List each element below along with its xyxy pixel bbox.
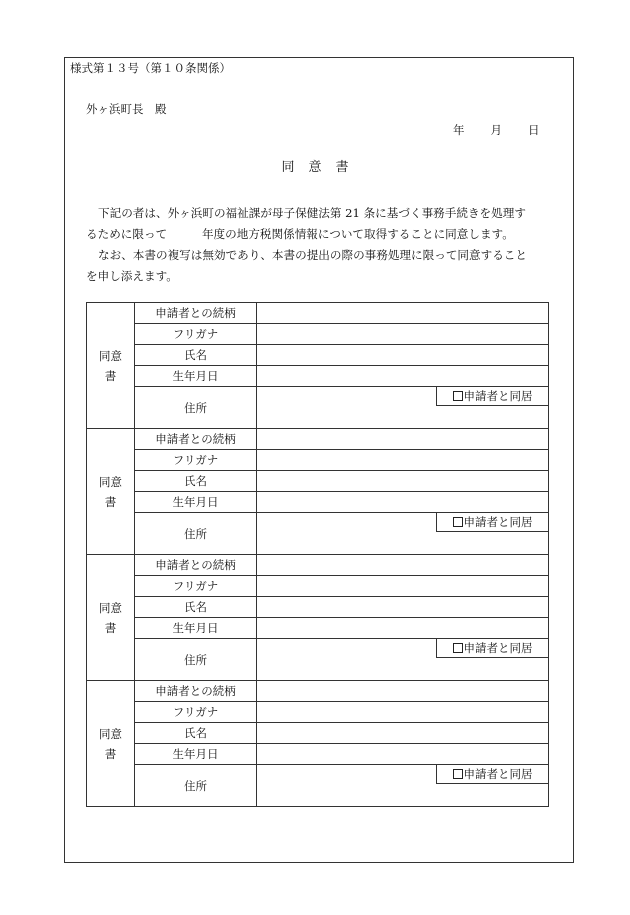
name-field[interactable] [257, 345, 549, 366]
relationship-label: 申請者との続柄 [135, 681, 257, 702]
consent-row-birthdate [87, 744, 549, 765]
cohabit-label: 申請者と同居 [463, 389, 533, 403]
paragraph-line: を申し添えます。 [86, 269, 178, 283]
name-label: 氏名 [135, 723, 257, 744]
birthdate-label: 生年月日 [135, 492, 257, 513]
furigana-label: フリガナ [135, 702, 257, 723]
furigana-field[interactable] [257, 702, 549, 723]
consent-row-birthdate [87, 366, 549, 387]
paragraph-line: なお、本書の複写は無効であり、本書の提出の際の事務処理に限って同意すること [98, 248, 527, 262]
consent-row-relationship [87, 429, 549, 450]
furigana-field[interactable] [257, 450, 549, 471]
address-label: 住所 [135, 765, 257, 807]
group-label-line: 同意 [99, 348, 122, 363]
cohabit-label: 申請者と同居 [463, 767, 533, 781]
consent-table [86, 302, 549, 807]
consent-paragraph [86, 203, 552, 245]
form-number: 様式第１３号（第１０条関係） [70, 61, 231, 75]
addressee: 外ヶ浜町長 殿 [86, 102, 167, 116]
checkbox-icon[interactable] [453, 643, 463, 653]
birthdate-field[interactable] [257, 618, 549, 639]
relationship-field[interactable] [257, 555, 549, 576]
consent-row-furigana [87, 702, 549, 723]
name-field[interactable] [257, 471, 549, 492]
consent-row-relationship [87, 303, 549, 324]
date-day: 日 [528, 123, 540, 137]
furigana-label: フリガナ [135, 576, 257, 597]
document-title: 同意書 [281, 160, 363, 175]
cohabit-checkbox[interactable] [436, 764, 549, 784]
birthdate-label: 生年月日 [135, 618, 257, 639]
consent-row-relationship [87, 681, 549, 702]
address-field[interactable] [257, 639, 549, 681]
address-field[interactable] [257, 765, 549, 807]
group-label-line: 同意 [99, 474, 122, 489]
group-label-line: 書 [104, 494, 117, 509]
cohabit-checkbox[interactable] [436, 638, 549, 658]
birthdate-field[interactable] [257, 366, 549, 387]
address-field[interactable] [257, 513, 549, 555]
birthdate-field[interactable] [257, 492, 549, 513]
cohabit-label: 申請者と同居 [463, 641, 533, 655]
group-label [87, 429, 135, 555]
consent-row-relationship [87, 555, 549, 576]
furigana-label: フリガナ [135, 450, 257, 471]
furigana-field[interactable] [257, 576, 549, 597]
checkbox-icon[interactable] [453, 517, 463, 527]
consent-row-address [87, 387, 549, 429]
name-label: 氏名 [135, 471, 257, 492]
consent-row-birthdate [87, 618, 549, 639]
birthdate-field[interactable] [257, 744, 549, 765]
consent-row-name [87, 345, 549, 366]
name-field[interactable] [257, 597, 549, 618]
group-label-line: 同意 [99, 600, 122, 615]
name-label: 氏名 [135, 597, 257, 618]
group-label [87, 303, 135, 429]
paragraph-line: 下記の者は、外ヶ浜町の福祉課が母子保健法第 21 条に基づく事務手続きを処理す [98, 206, 526, 220]
consent-row-name [87, 471, 549, 492]
checkbox-icon[interactable] [453, 391, 463, 401]
consent-row-furigana [87, 450, 549, 471]
consent-row-name [87, 597, 549, 618]
group-label-line: 書 [104, 620, 117, 635]
relationship-field[interactable] [257, 681, 549, 702]
consent-row-furigana [87, 324, 549, 345]
group-label [87, 555, 135, 681]
cohabit-checkbox[interactable] [436, 512, 549, 532]
consent-row-birthdate [87, 492, 549, 513]
address-label: 住所 [135, 639, 257, 681]
relationship-label: 申請者との続柄 [135, 555, 257, 576]
birthdate-label: 生年月日 [135, 744, 257, 765]
paragraph-line: るために限って 年度の地方税関係情報について取得することに同意します。 [86, 227, 514, 241]
relationship-label: 申請者との続柄 [135, 303, 257, 324]
date-month: 月 [490, 123, 502, 137]
consent-row-name [87, 723, 549, 744]
name-label: 氏名 [135, 345, 257, 366]
consent-row-address [87, 765, 549, 807]
address-label: 住所 [135, 513, 257, 555]
relationship-field[interactable] [257, 303, 549, 324]
group-label [87, 681, 135, 807]
note-paragraph [86, 245, 552, 287]
checkbox-icon[interactable] [453, 769, 463, 779]
furigana-field[interactable] [257, 324, 549, 345]
group-label-line: 同意 [99, 726, 122, 741]
group-label-line: 書 [104, 746, 117, 761]
address-label: 住所 [135, 387, 257, 429]
address-field[interactable] [257, 387, 549, 429]
date-year: 年 [453, 123, 465, 137]
name-field[interactable] [257, 723, 549, 744]
cohabit-label: 申請者と同居 [463, 515, 533, 529]
consent-row-furigana [87, 576, 549, 597]
relationship-label: 申請者との続柄 [135, 429, 257, 450]
consent-row-address [87, 513, 549, 555]
group-label-line: 書 [104, 368, 117, 383]
date-line [453, 122, 540, 138]
cohabit-checkbox[interactable] [436, 386, 549, 406]
relationship-field[interactable] [257, 429, 549, 450]
furigana-label: フリガナ [135, 324, 257, 345]
birthdate-label: 生年月日 [135, 366, 257, 387]
consent-row-address [87, 639, 549, 681]
